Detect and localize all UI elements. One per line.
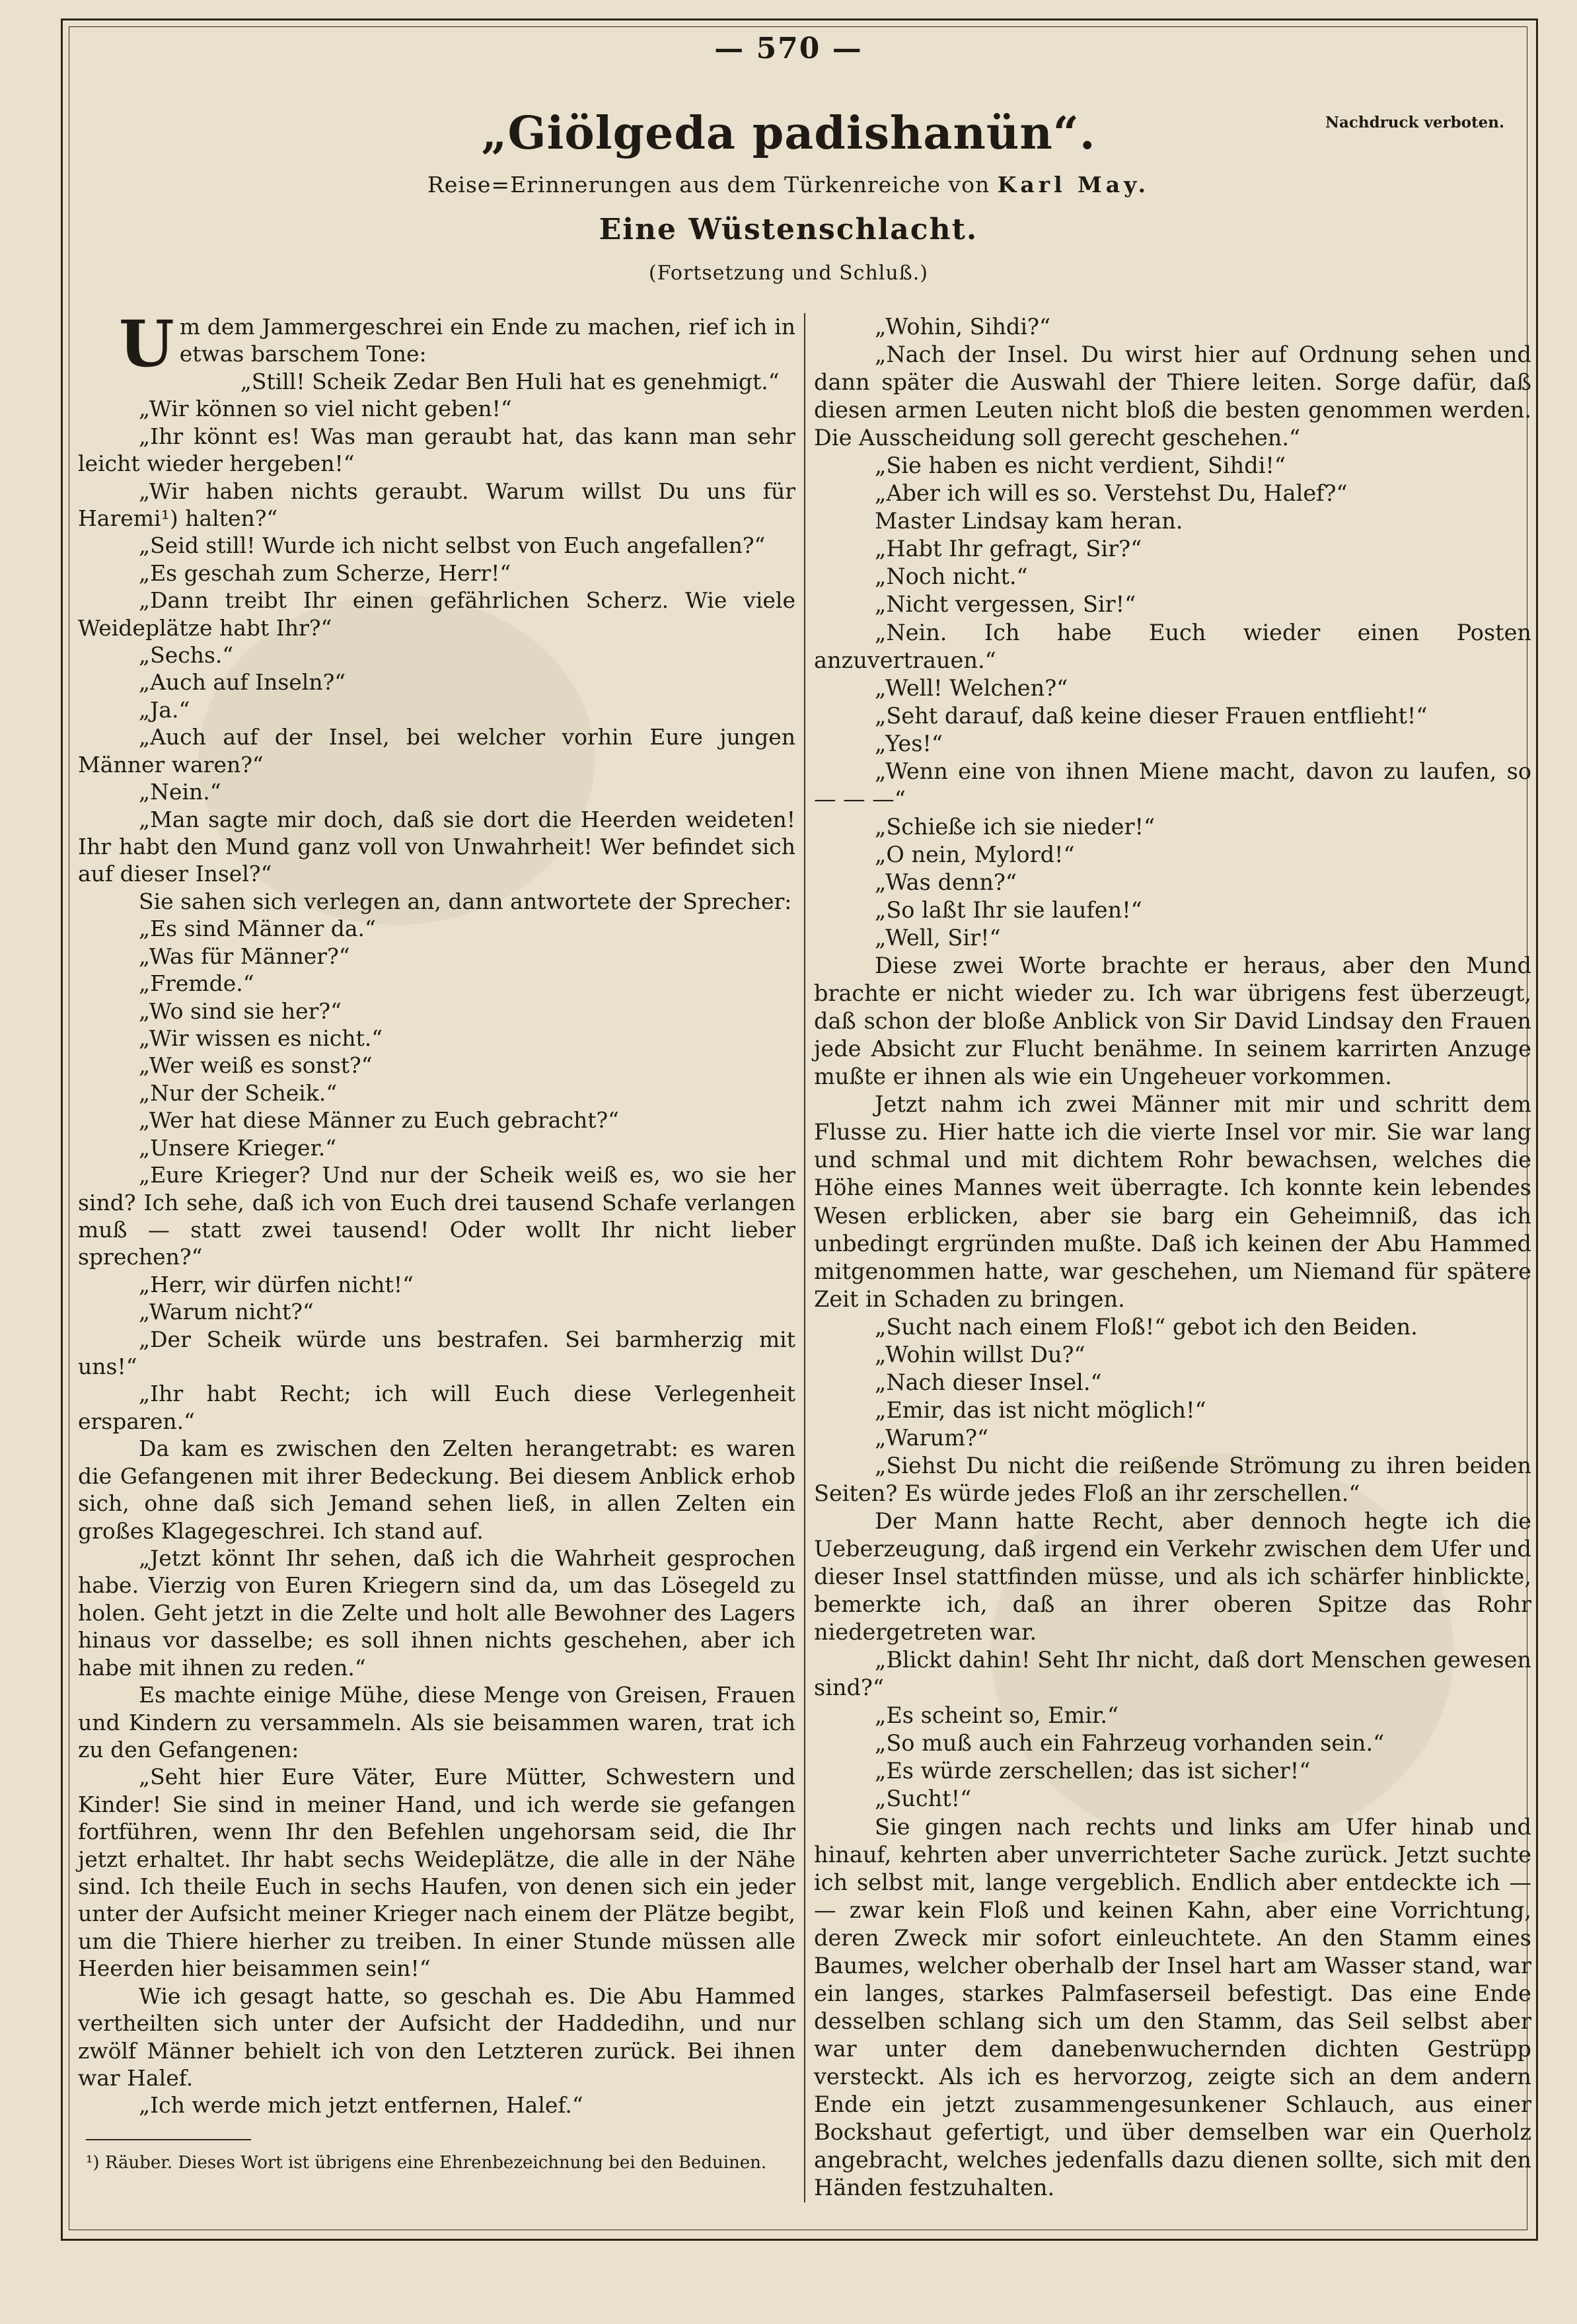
paragraph: „Jetzt könnt Ihr sehen, daß ich die Wahrheit gesprochen habe. Vierzig von Euren Kriegern sind da, um das Lösegeld zu holen. Geht jetzt in die Zelte und holt alle Bewohner des Lagers hinaus vor dasselbe; es soll ihnen nichts geschehen, aber ich habe mit ihnen zu reden.“ (78, 1544, 795, 1681)
paragraph: „Sucht nach einem Floß!“ gebot ich den Beiden. (875, 1313, 1418, 1340)
paragraph: „Wer hat diese Männer zu Euch gebracht?“ (139, 1107, 620, 1134)
paragraph: „Sucht!“ (875, 1786, 972, 1812)
paragraph: „Warum?“ (875, 1424, 989, 1451)
column-divider (804, 313, 805, 2202)
paragraph: Sie sahen sich verlegen an, dann antwortete der Sprecher: (139, 888, 792, 914)
left-column (78, 307, 795, 2119)
paragraph: Jetzt nahm ich zwei Männer mit mir und schritt dem Flusse zu. Hier hatte ich die vierte Insel vor mir. Sie war lang und schmal und mit dichtem Rohr bewachsen, welches die Höhe eines Mannes weit überragte. Ich konnte kein lebendes Wesen erblicken, aber sie barg ein Geheimniß, das ich unbedingt ergründen mußte. Daß ich keinen der Abu Hammed mitgenommen hatte, war geschehen, um Niemand für spätere Zeit in Schaden zu bringen. (814, 1091, 1531, 1312)
paragraph: „Nach der Insel. Du wirst hier auf Ordnung sehen und dann später die Auswahl der Thiere leiten. Sorge dafür, daß diesen armen Leuten nicht bloß die besten genommen werden. Die Ausscheidung soll gerecht geschehen.“ (814, 342, 1531, 451)
paragraph: „Es sind Männer da.“ (139, 916, 376, 942)
paragraph: „Seht hier Eure Väter, Eure Mütter, Schwestern und Kinder! Sie sind in meiner Hand, und ich werde sie gefangen fortführen, wenn Ihr den Befehlen ungehorsam seid, die Ihr jetzt erhaltet. Ihr habt sechs Weideplätze, die alle in der Nähe sind. Ich theile Euch in sechs Haufen, von denen sich ein jeder unter der Aufsicht meiner Krieger nach einem der Plätze begibt, um die Thiere hierher zu treiben. In einer Stunde müssen alle Heerden hier beisammen sein!“ (78, 1764, 795, 1982)
paragraph: Diese zwei Worte brachte er heraus, aber den Mund brachte er nicht wieder zu. Ich war übrigens fest überzeugt, daß schon der bloße Anblick von Sir David Lindsay den Frauen jede Absicht zur Flucht benähme. In seinem karrirten Anzuge mußte er ihnen als wie ein Ungeheuer vorkommen. (814, 953, 1531, 1090)
paragraph: „Es scheint so, Emir.“ (875, 1702, 1119, 1729)
paragraph: „So laßt Ihr sie laufen!“ (875, 896, 1142, 923)
paragraph: Es machte einige Mühe, diese Menge von Greisen, Frauen und Kindern zu versammeln. Als sie beisammen waren, trat ich zu den Gefangenen: (78, 1682, 795, 1762)
paragraph: „Nur der Scheik.“ (139, 1079, 338, 1106)
paragraph: „Nicht vergessen, Sir!“ (875, 591, 1136, 618)
paragraph: „Siehst Du nicht die reißende Strömung zu ihren beiden Seiten? Es würde jedes Floß an ihr zerschellen.“ (814, 1452, 1531, 1506)
paragraph: „So muß auch ein Fahrzeug vorhanden sein.“ (875, 1730, 1385, 1757)
paragraph: „Noch nicht.“ (875, 563, 1028, 590)
paragraph: „Well, Sir!“ (875, 925, 1001, 951)
paragraph: „Wir können so viel nicht geben!“ (139, 396, 512, 422)
paragraph: „Fremde.“ (139, 970, 254, 997)
paragraph: „Aber ich will es so. Verstehst Du, Halef?“ (875, 480, 1348, 507)
paragraph: „Was für Männer?“ (139, 943, 350, 969)
paragraph: „Seht darauf, daß keine dieser Frauen entflieht!“ (875, 702, 1428, 729)
paragraph: „Es würde zerschellen; das ist sicher!“ (875, 1758, 1311, 1784)
paragraph: „Nein.“ (139, 779, 221, 805)
paragraph: „Wir wissen es nicht.“ (139, 1025, 383, 1051)
paragraph: „Well! Welchen?“ (875, 674, 1068, 701)
paragraph: Da kam es zwischen den Zelten herangetrabt: es waren die Gefangenen mit ihrer Bedeckung. Bei diesem Anblick erhob sich, ohne daß sich Jemand sehen ließ, in allen Zelten ein großes Klagegeschrei. Ich stand auf. (78, 1435, 795, 1544)
footnote-rule (86, 2139, 251, 2140)
paragraph: „Herr, wir dürfen nicht!“ (139, 1271, 414, 1297)
paragraph: „Ihr habt Recht; ich will Euch diese Verlegenheit ersparen.“ (78, 1381, 795, 1434)
paragraph: „Blickt dahin! Seht Ihr nicht, daß dort Menschen gewesen sind?“ (814, 1647, 1531, 1701)
paragraph: „Der Scheik würde uns bestrafen. Sei barmherzig mit uns!“ (78, 1326, 795, 1380)
paragraph: „Emir, das ist nicht möglich!“ (875, 1397, 1206, 1423)
paragraph: m dem Jammergeschrei ein Ende zu machen, rief ich in etwas barschem Tone: (179, 314, 795, 367)
paragraph: „Was denn?“ (875, 869, 1017, 895)
reprint-notice: Nachdruck verboten. (1325, 114, 1504, 131)
author-name: Karl May. (997, 172, 1150, 198)
paragraph: „Nein. Ich habe Euch wieder einen Posten anzuvertrauen.“ (814, 619, 1531, 673)
paragraph: Wie ich gesagt hatte, so geschah es. Die Abu Hammed vertheilten sich unter der Aufsicht der Haddedihn, und nur zwölf Männer behielt ich von den Letzteren zurück. Bei ihnen war Halef. (78, 1982, 795, 2091)
article-title: „Giölgeda padishanün“. (481, 107, 1096, 160)
paragraph: „Seid still! Wurde ich nicht selbst von Euch angefallen?“ (139, 532, 766, 559)
right-column (814, 313, 1531, 2202)
paragraph: „Wir haben nichts geraubt. Warum willst Du uns für Haremi¹) halten?“ (78, 478, 795, 531)
paragraph: „Ich werde mich jetzt entfernen, Halef.“ (139, 2092, 583, 2119)
paragraph: „Schieße ich sie nieder!“ (875, 813, 1155, 840)
paragraph: „Unsere Krieger.“ (139, 1134, 337, 1161)
paragraph: „Wenn eine von ihnen Miene macht, davon zu laufen, so — — —“ (814, 758, 1531, 812)
paragraph: Master Lindsay kam heran. (875, 508, 1183, 534)
paragraph: „Warum nicht?“ (139, 1299, 314, 1325)
page-number: — 570 — (714, 32, 863, 65)
subtitle-text: Reise=Erinnerungen aus dem Türkenreiche von (427, 172, 990, 198)
footnote: ¹) Räuber. Dieses Wort ist übrigens eine Ehrenbezeichnung bei den Beduinen. (86, 2153, 767, 2173)
paragraph: „Nach dieser Insel.“ (875, 1369, 1102, 1395)
paragraph: „Sechs.“ (139, 642, 234, 669)
article-subtitle (0, 172, 1577, 198)
section-title: Eine Wüstenschlacht. (599, 213, 978, 246)
paragraph: Der Mann hatte Recht, aber dennoch hegte ich die Ueberzeugung, daß irgend ein Verkehr zwischen dem Ufer und dieser Insel stattfinden müsse, und als ich schärfer hinblickte, bemerkte ich, daß an ihrer oberen Spitze das Rohr niedergetreten war. (814, 1508, 1531, 1646)
paragraph: „Wohin willst Du?“ (875, 1341, 1085, 1367)
paragraph: „Wohin, Sihdi?“ (875, 314, 1051, 340)
paragraph: „Habt Ihr gefragt, Sir?“ (875, 536, 1142, 562)
continuation-note: (Fortsetzung und Schluß.) (649, 262, 928, 285)
paragraph: „Ja.“ (139, 696, 190, 723)
paragraph: „Es geschah zum Scherze, Herr!“ (139, 560, 511, 586)
paragraph: „Yes!“ (875, 730, 943, 756)
paragraph: „Man sagte mir doch, daß sie dort die Heerden weideten! Ihr habt den Mund ganz voll von Unwahrheit! Wer befindet sich auf dieser Insel?“ (78, 806, 795, 887)
paragraph: „Still! Scheik Zedar Ben Huli hat es genehmigt.“ (240, 368, 780, 394)
paragraph: „Ihr könnt es! Was man geraubt hat, das kann man sehr leicht wieder hergeben!“ (78, 423, 795, 477)
paragraph: „Wer weiß es sonst?“ (139, 1052, 373, 1079)
paragraph: „Sie haben es nicht verdient, Sihdi!“ (875, 453, 1286, 479)
paragraph: „Eure Krieger? Und nur der Scheik weiß es, wo sie her sind? Ich sehe, daß ich von Euch drei tausend Schafe verlangen muß — statt zwei tausend! Oder wollt Ihr nicht lieber sprechen?“ (78, 1162, 795, 1270)
paragraph: „Wo sind sie her?“ (139, 998, 342, 1024)
paragraph: „Auch auf Inseln?“ (139, 669, 346, 696)
paragraph: Sie gingen nach rechts und links am Ufer hinab und hinauf, kehrten aber unverrichteter Sache zurück. Jetzt suchte ich selbst mit, lange vergeblich. Endlich aber entdeckte ich — — zwar kein Floß und keinen Kahn, aber eine Vorrichtung, deren Zweck mir sofort einleuchtete. An den Stamm eines Baumes, welcher oberhalb der Insel hart am Wasser stand, war ein langes, starkes Palmfaserseil befestigt. Das eine Ende desselben schlang sich um den Stamm, das Seil selbst aber war unter dem danebenwuchernden dichten Gestrüpp versteckt. Als ich es hervorzog, zeigte sich an dem andern Ende ein jetzt zusammengesunkener Schlauch, aus einer Bockshaut gefertigt, und über demselben war ein Querholz angebracht, welches jedenfalls dazu dienen sollte, sich mit den Händen festzuhalten. (814, 1813, 1531, 2201)
paragraph: „Auch auf der Insel, bei welcher vorhin Eure jungen Männer waren?“ (78, 724, 795, 778)
paragraph: „O nein, Mylord!“ (875, 841, 1075, 867)
drop-cap: U (119, 307, 174, 381)
paragraph: „Dann treibt Ihr einen gefährlichen Scherz. Wie viele Weideplätze habt Ihr?“ (78, 587, 795, 641)
